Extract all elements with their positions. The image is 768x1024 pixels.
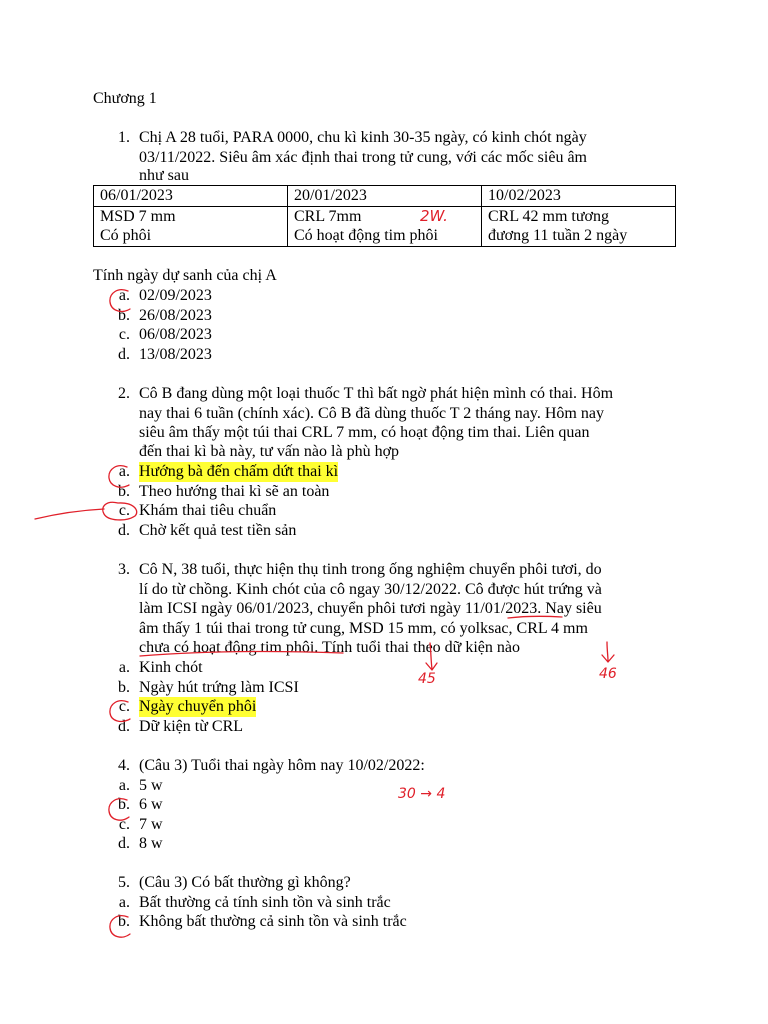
table-row bbox=[94, 206, 676, 246]
option-text: Theo hướng thai kì sẽ an toàn bbox=[139, 483, 330, 500]
question-number: 4. bbox=[118, 757, 130, 774]
question-text-line: 03/11/2022. Siêu âm xác định thai trong tử cung, với các mốc siêu âm bbox=[139, 149, 587, 166]
option-letter: d. bbox=[118, 522, 130, 539]
option-text: Chờ kết quả test tiền sản bbox=[139, 522, 297, 539]
option-text: Kinh chót bbox=[139, 659, 203, 676]
question-text-line: đến thai kì bà này, tư vấn nào là phù hợp bbox=[139, 443, 400, 460]
arrow-mark bbox=[602, 655, 614, 662]
question-text-line: (Câu 3) Có bất thường gì không? bbox=[139, 874, 351, 891]
arrow-mark bbox=[607, 642, 608, 661]
option-letter: d. bbox=[118, 346, 130, 363]
question-text-line: Chị A 28 tuổi, PARA 0000, chu kì kinh 30-35 ngày, có kinh chót ngày bbox=[139, 129, 587, 146]
table-cell-line: MSD 7 mm bbox=[100, 207, 176, 225]
option-letter: a. bbox=[118, 777, 130, 794]
option-text: 7 w bbox=[139, 816, 163, 833]
option-letter: b. bbox=[118, 796, 130, 813]
question-text-line: âm thấy 1 túi thai trong tử cung, MSD 15 mm, có yolksac, CRL 4 mm bbox=[139, 620, 588, 637]
option-text: 6 w bbox=[139, 796, 163, 813]
option-text: 13/08/2023 bbox=[139, 346, 212, 363]
table-cell bbox=[482, 206, 676, 246]
option-text: Dữ kiện từ CRL bbox=[139, 718, 244, 735]
option-letter: c. bbox=[118, 502, 130, 519]
option-letter: c. bbox=[118, 698, 130, 715]
question-number: 2. bbox=[118, 385, 130, 402]
question-text-line: Cô N, 38 tuổi, thực hiện thụ tinh trong ống nghiệm chuyển phôi tươi, do bbox=[139, 561, 602, 578]
option-letter: d. bbox=[118, 835, 130, 852]
option-text: 06/08/2023 bbox=[139, 326, 212, 343]
option-letter: a. bbox=[118, 463, 130, 480]
question-text-line: siêu âm thấy một túi thai CRL 7 mm, có hoạt động tim thai. Liên quan bbox=[139, 424, 590, 441]
chapter-heading: Chương 1 bbox=[93, 90, 157, 107]
question-text-line: nay thai 6 tuần (chính xác). Cô B đã dùng thuốc T 2 tháng nay. Hôm nay bbox=[139, 405, 604, 422]
option-text: Ngày hút trứng làm ICSI bbox=[139, 679, 299, 696]
strike-stroke bbox=[35, 509, 104, 519]
handwritten-note: 45 bbox=[418, 671, 436, 687]
option-text: 8 w bbox=[139, 835, 163, 852]
option-letter: c. bbox=[118, 816, 130, 833]
table-cell bbox=[288, 206, 482, 246]
table-cell bbox=[94, 206, 288, 246]
question-text-line: làm ICSI ngày 06/01/2023, chuyển phôi tươi ngày 11/01/2023. Nay siêu bbox=[139, 600, 602, 617]
option-text-highlighted: Hướng bà đến chấm dứt thai kì bbox=[139, 463, 339, 480]
question-text-line: (Câu 3) Tuổi thai ngày hôm nay 10/02/2022: bbox=[139, 757, 425, 774]
table-cell-line: Có phôi bbox=[100, 227, 152, 244]
option-text: Khám thai tiêu chuẩn bbox=[139, 502, 277, 519]
question-prompt: Tính ngày dự sanh của chị A bbox=[93, 267, 277, 284]
option-text: Bất thường cả tính sinh tồn và sinh trắc bbox=[139, 894, 391, 911]
option-text: Không bất thường cả sinh tồn và sinh trắc bbox=[139, 913, 407, 930]
table-cell-line: CRL 7mm bbox=[294, 207, 362, 225]
table-cell-line: đương 11 tuần 2 ngày bbox=[488, 227, 628, 244]
option-letter: b. bbox=[118, 913, 130, 930]
option-text: 5 w bbox=[139, 777, 163, 794]
question-number: 3. bbox=[118, 561, 130, 578]
table-header-cell: 06/01/2023 bbox=[94, 186, 288, 207]
option-letter: d. bbox=[118, 718, 130, 735]
option-letter: a. bbox=[118, 659, 130, 676]
question-number: 5. bbox=[118, 874, 130, 891]
option-text: 26/08/2023 bbox=[139, 307, 212, 324]
question-text-line: Cô B đang dùng một loại thuốc T thì bất ngờ phát hiện mình có thai. Hôm bbox=[139, 385, 614, 402]
option-text-highlighted: Ngày chuyển phôi bbox=[139, 698, 257, 715]
table-header-row bbox=[94, 186, 676, 207]
table-header-cell: 10/02/2023 bbox=[482, 186, 676, 207]
option-letter: c. bbox=[118, 326, 130, 343]
handwritten-note: 2W. bbox=[420, 207, 448, 225]
option-letter: b. bbox=[118, 483, 130, 500]
option-letter: b. bbox=[118, 307, 130, 324]
ultrasound-table bbox=[93, 185, 676, 247]
option-letter: b. bbox=[118, 679, 130, 696]
table-cell-line: Có hoạt động tim phôi bbox=[294, 227, 438, 244]
handwritten-note: 46 bbox=[599, 666, 617, 682]
table-cell-line: CRL 42 mm tương bbox=[488, 207, 609, 225]
question-number: 1. bbox=[118, 129, 130, 146]
question-text-line: chưa có hoạt động tim phôi. Tính tuổi thai theo dữ kiện nào bbox=[139, 639, 520, 656]
question-text-line: như sau bbox=[139, 167, 189, 184]
handwritten-note: 30 → 4 bbox=[398, 786, 446, 802]
option-letter: a. bbox=[118, 894, 130, 911]
question-text-line: lí do từ chồng. Kinh chót của cô ngay 30/12/2022. Cô được hút trứng và bbox=[139, 581, 602, 598]
option-text: 02/09/2023 bbox=[139, 287, 212, 304]
arrow-mark bbox=[426, 663, 437, 670]
option-letter: a. bbox=[118, 287, 130, 304]
table-header-cell: 20/01/2023 bbox=[288, 186, 482, 207]
